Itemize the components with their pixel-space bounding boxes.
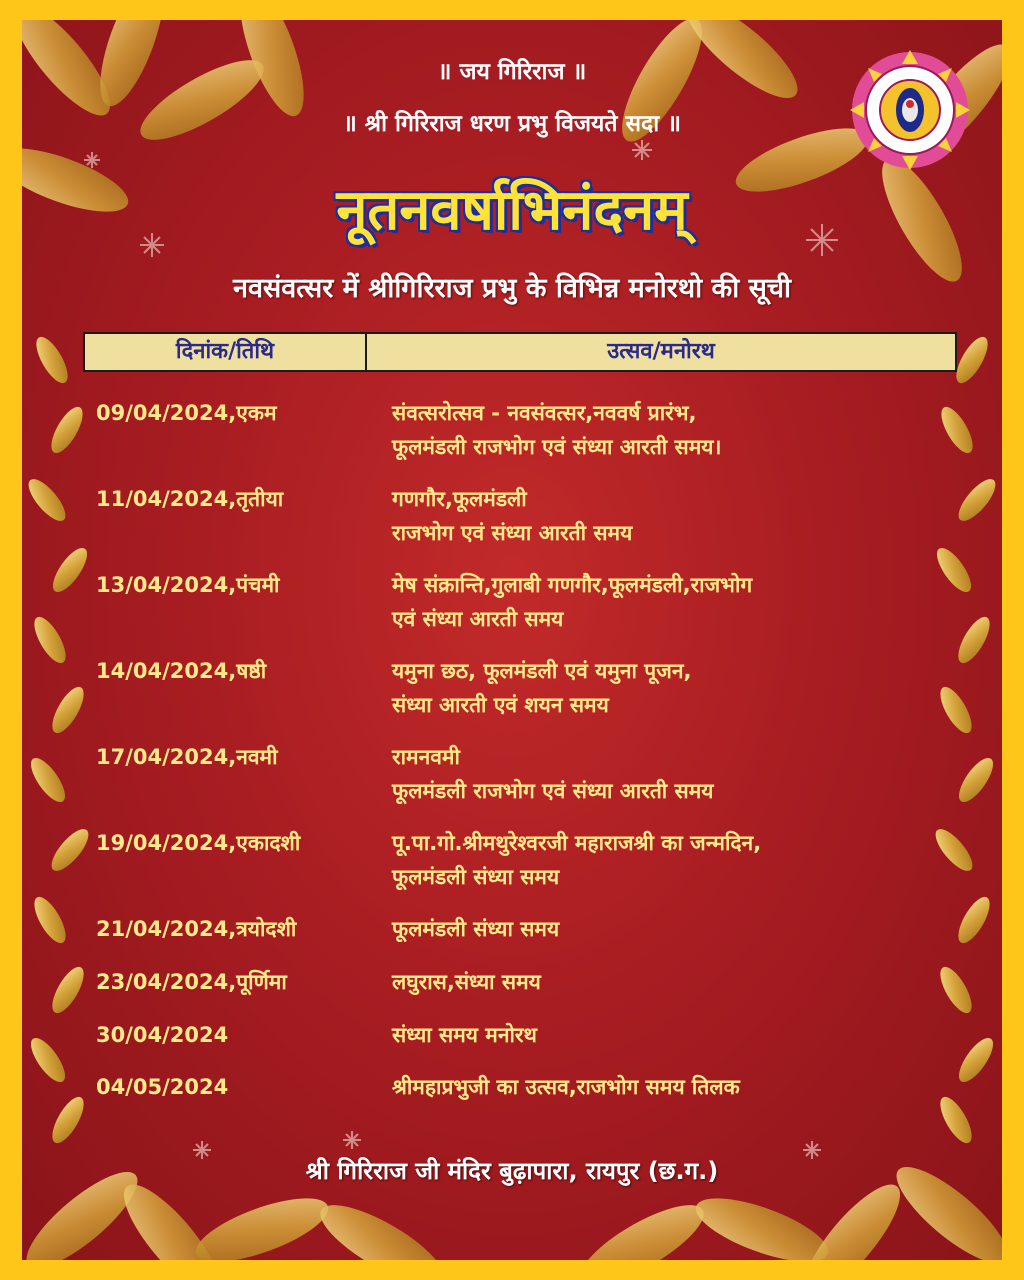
row-event-line: राजभोग एवं संध्या आरती समय <box>392 521 633 545</box>
row-date: 14/04/2024,षष्ठी <box>96 659 267 683</box>
row-event-line: फूलमंडली राजभोग एवं संध्या आरती समय। <box>392 435 722 459</box>
row-event-line: फूलमंडली संध्या समय <box>392 917 560 941</box>
row-event-line: रामनवमी <box>392 745 460 769</box>
row-event-line: यमुना छठ, फूलमंडली एवं यमुना पूजन, <box>392 659 692 683</box>
row-event <box>392 482 962 550</box>
poster <box>22 20 1002 1260</box>
row-date: 11/04/2024,तृतीया <box>96 487 284 511</box>
row-date: 09/04/2024,एकम <box>96 401 277 425</box>
row-event-line: मेष संक्रान्ति,गुलाबी गणगौर,फूलमंडली,राजभोग <box>392 573 753 597</box>
row-date: 04/05/2024 <box>96 1075 229 1099</box>
row-event-line: संध्या आरती एवं शयन समय <box>392 693 609 717</box>
row-event <box>392 965 962 999</box>
column-header-event: उत्सव/मनोरथ <box>607 339 715 364</box>
row-date: 17/04/2024,नवमी <box>96 745 278 769</box>
row-event-line: संध्या समय मनोरथ <box>392 1023 537 1047</box>
row-event <box>392 1070 962 1104</box>
row-event <box>392 1018 962 1052</box>
row-event-line: पू.पा.गो.श्रीमथुरेश्वरजी महाराजश्री का जन्मदिन, <box>392 831 762 855</box>
row-event-line: संवत्सरोत्सव - नवसंवत्सर,नववर्ष प्रारंभ, <box>392 401 697 425</box>
row-date: 19/04/2024,एकादशी <box>96 831 301 855</box>
footer-address: श्री गिरिराज जी मंदिर बुढ़ापारा, रायपुर (छ.ग.) <box>305 1157 719 1185</box>
row-event-line: लघुरास,संध्या समय <box>392 970 541 994</box>
table-header <box>83 332 957 372</box>
page-subtitle: नवसंवत्सर में श्रीगिरिराज प्रभु के विभिन्न मनोरथो की सूची <box>232 273 791 304</box>
row-date: 13/04/2024,पंचमी <box>96 573 280 597</box>
row-event <box>392 654 962 722</box>
row-event <box>392 568 962 636</box>
row-event-line: फूलमंडली संध्या समय <box>392 865 560 889</box>
shri-giriraj-heading: ॥ श्री गिरिराज धरण प्रभु विजयते सदा ॥ <box>343 111 681 137</box>
page-title: नूतनवर्षाभिनंदनम् <box>336 178 688 243</box>
row-date: 21/04/2024,त्रयोदशी <box>96 917 297 941</box>
row-event <box>392 740 962 808</box>
row-event-line: श्रीमहाप्रभुजी का उत्सव,राजभोग समय तिलक <box>392 1075 740 1099</box>
column-header-date: दिनांक/तिथि <box>85 334 367 370</box>
row-date: 30/04/2024 <box>96 1023 229 1047</box>
jay-giriraj-heading: ॥ जय गिरिराज ॥ <box>437 59 587 85</box>
row-event <box>392 396 962 464</box>
row-event-line: एवं संध्या आरती समय <box>392 607 564 631</box>
row-date: 23/04/2024,पूर्णिमा <box>96 970 287 994</box>
row-event-line: गणगौर,फूलमंडली <box>392 487 527 511</box>
row-event <box>392 826 962 894</box>
row-event <box>392 912 962 946</box>
temple-seal-logo <box>848 48 972 172</box>
row-event-line: फूलमंडली राजभोग एवं संध्या आरती समय <box>392 779 714 803</box>
